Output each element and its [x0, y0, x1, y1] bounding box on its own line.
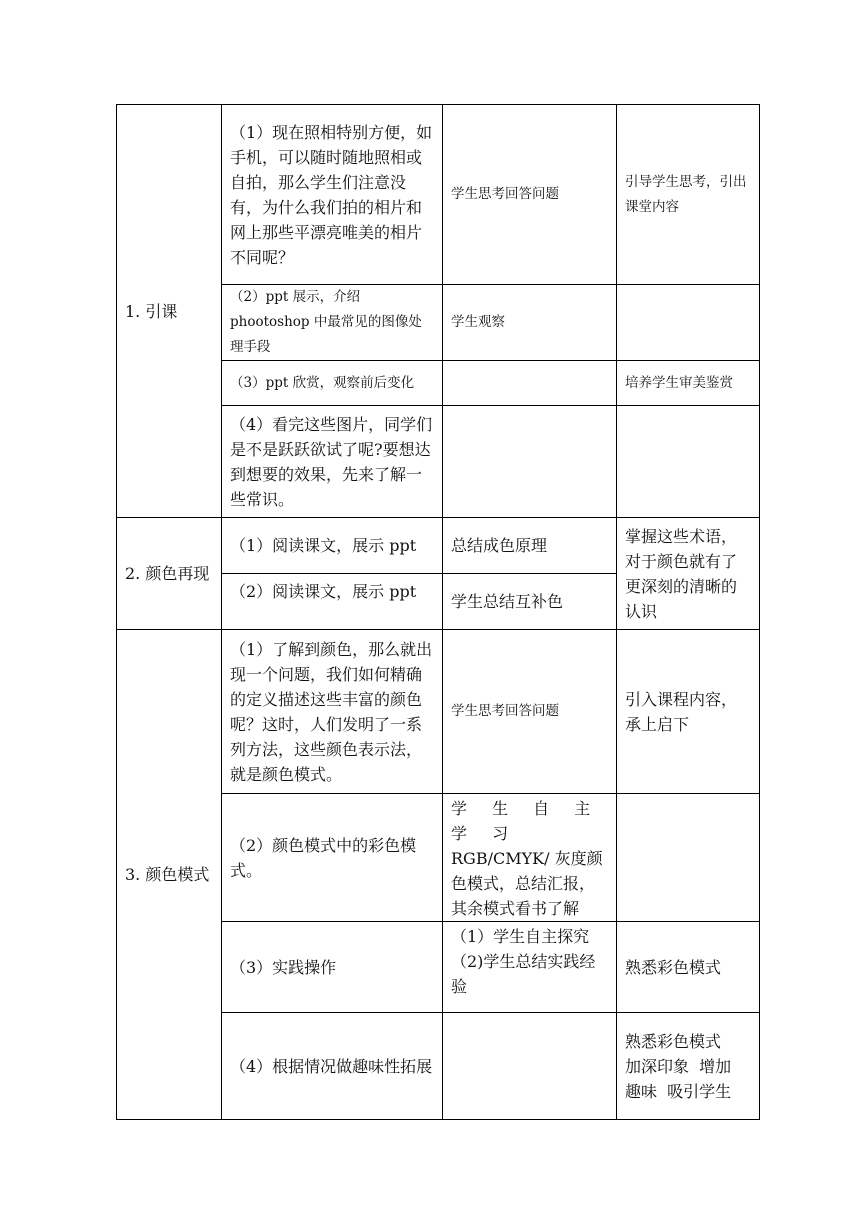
table-row	[117, 518, 760, 574]
student-cell-body: RGB/CMYK/ 灰度颜色模式，总结汇报，其余模式看书了解	[451, 849, 603, 918]
purpose-cell	[617, 285, 760, 361]
content-cell: （4）根据情况做趣味性拓展	[222, 1013, 443, 1120]
student-cell: 学生思考回答问题	[443, 105, 617, 285]
student-cell	[443, 794, 617, 922]
student-cell-line: （1）学生自主探究	[451, 927, 590, 946]
section-title: 2. 颜色再现	[117, 518, 222, 630]
student-cell	[443, 406, 617, 518]
content-cell: （1）现在照相特别方便，如手机，可以随时随地照相或自拍，那么学生们注意没有，为什么我们拍的相片和网上那些平漂亮唯美的相片不同呢？	[222, 105, 443, 285]
student-cell: 学生总结互补色	[443, 574, 617, 630]
purpose-cell	[617, 794, 760, 922]
purpose-cell: 引导学生思考，引出课堂内容	[617, 105, 760, 285]
purpose-cell	[617, 406, 760, 518]
content-cell: （2）颜色模式中的彩色模式。	[222, 794, 443, 922]
student-cell: 学生观察	[443, 285, 617, 361]
student-cell	[443, 361, 617, 406]
purpose-cell-line: 熟悉彩色模式	[625, 1031, 722, 1051]
content-cell: （4）看完这些图片，同学们是不是跃跃欲试了呢?要想达到想要的效果，先来了解一些常识。	[222, 406, 443, 518]
table-row	[117, 105, 760, 285]
section-title: 1. 引课	[117, 105, 222, 518]
section-title: 3. 颜色模式	[117, 630, 222, 1120]
content-cell: （2）ppt 展示，介绍 phootoshop 中最常见的图像处理手段	[222, 285, 443, 361]
purpose-cell	[617, 1013, 760, 1120]
student-cell	[443, 922, 617, 1013]
purpose-cell: 培养学生审美鉴赏	[617, 361, 760, 406]
content-cell: （3）ppt 欣赏，观察前后变化	[222, 361, 443, 406]
content-cell: （1）了解到颜色，那么就出现一个问题，我们如何精确的定义描述这些丰富的颜色呢？这时，人们发明了一系列方法，这些颜色表示法，就是颜色模式。	[222, 630, 443, 794]
student-cell: 总结成色原理	[443, 518, 617, 574]
content-cell: （3）实践操作	[222, 922, 443, 1013]
student-cell-body: （2)学生总结实践经验	[451, 952, 596, 996]
purpose-cell-line: 趣味 吸引学生	[625, 1081, 732, 1101]
purpose-cell-line: 加深印象 增加	[625, 1056, 732, 1076]
content-cell: （1）阅读课文，展示 ppt	[222, 518, 443, 574]
purpose-cell: 掌握这些术语，对于颜色就有了更深刻的清晰的认识	[617, 518, 760, 630]
purpose-cell: 熟悉彩色模式	[617, 922, 760, 1013]
purpose-cell: 引入课程内容，承上启下	[617, 630, 760, 794]
student-cell-heading: 学 生 自 主 学 习	[451, 799, 601, 843]
student-cell	[443, 1013, 617, 1120]
table-row	[117, 630, 760, 794]
lesson-plan-table	[116, 104, 760, 1120]
content-cell: （2）阅读课文，展示 ppt	[222, 574, 443, 630]
student-cell: 学生思考回答问题	[443, 630, 617, 794]
